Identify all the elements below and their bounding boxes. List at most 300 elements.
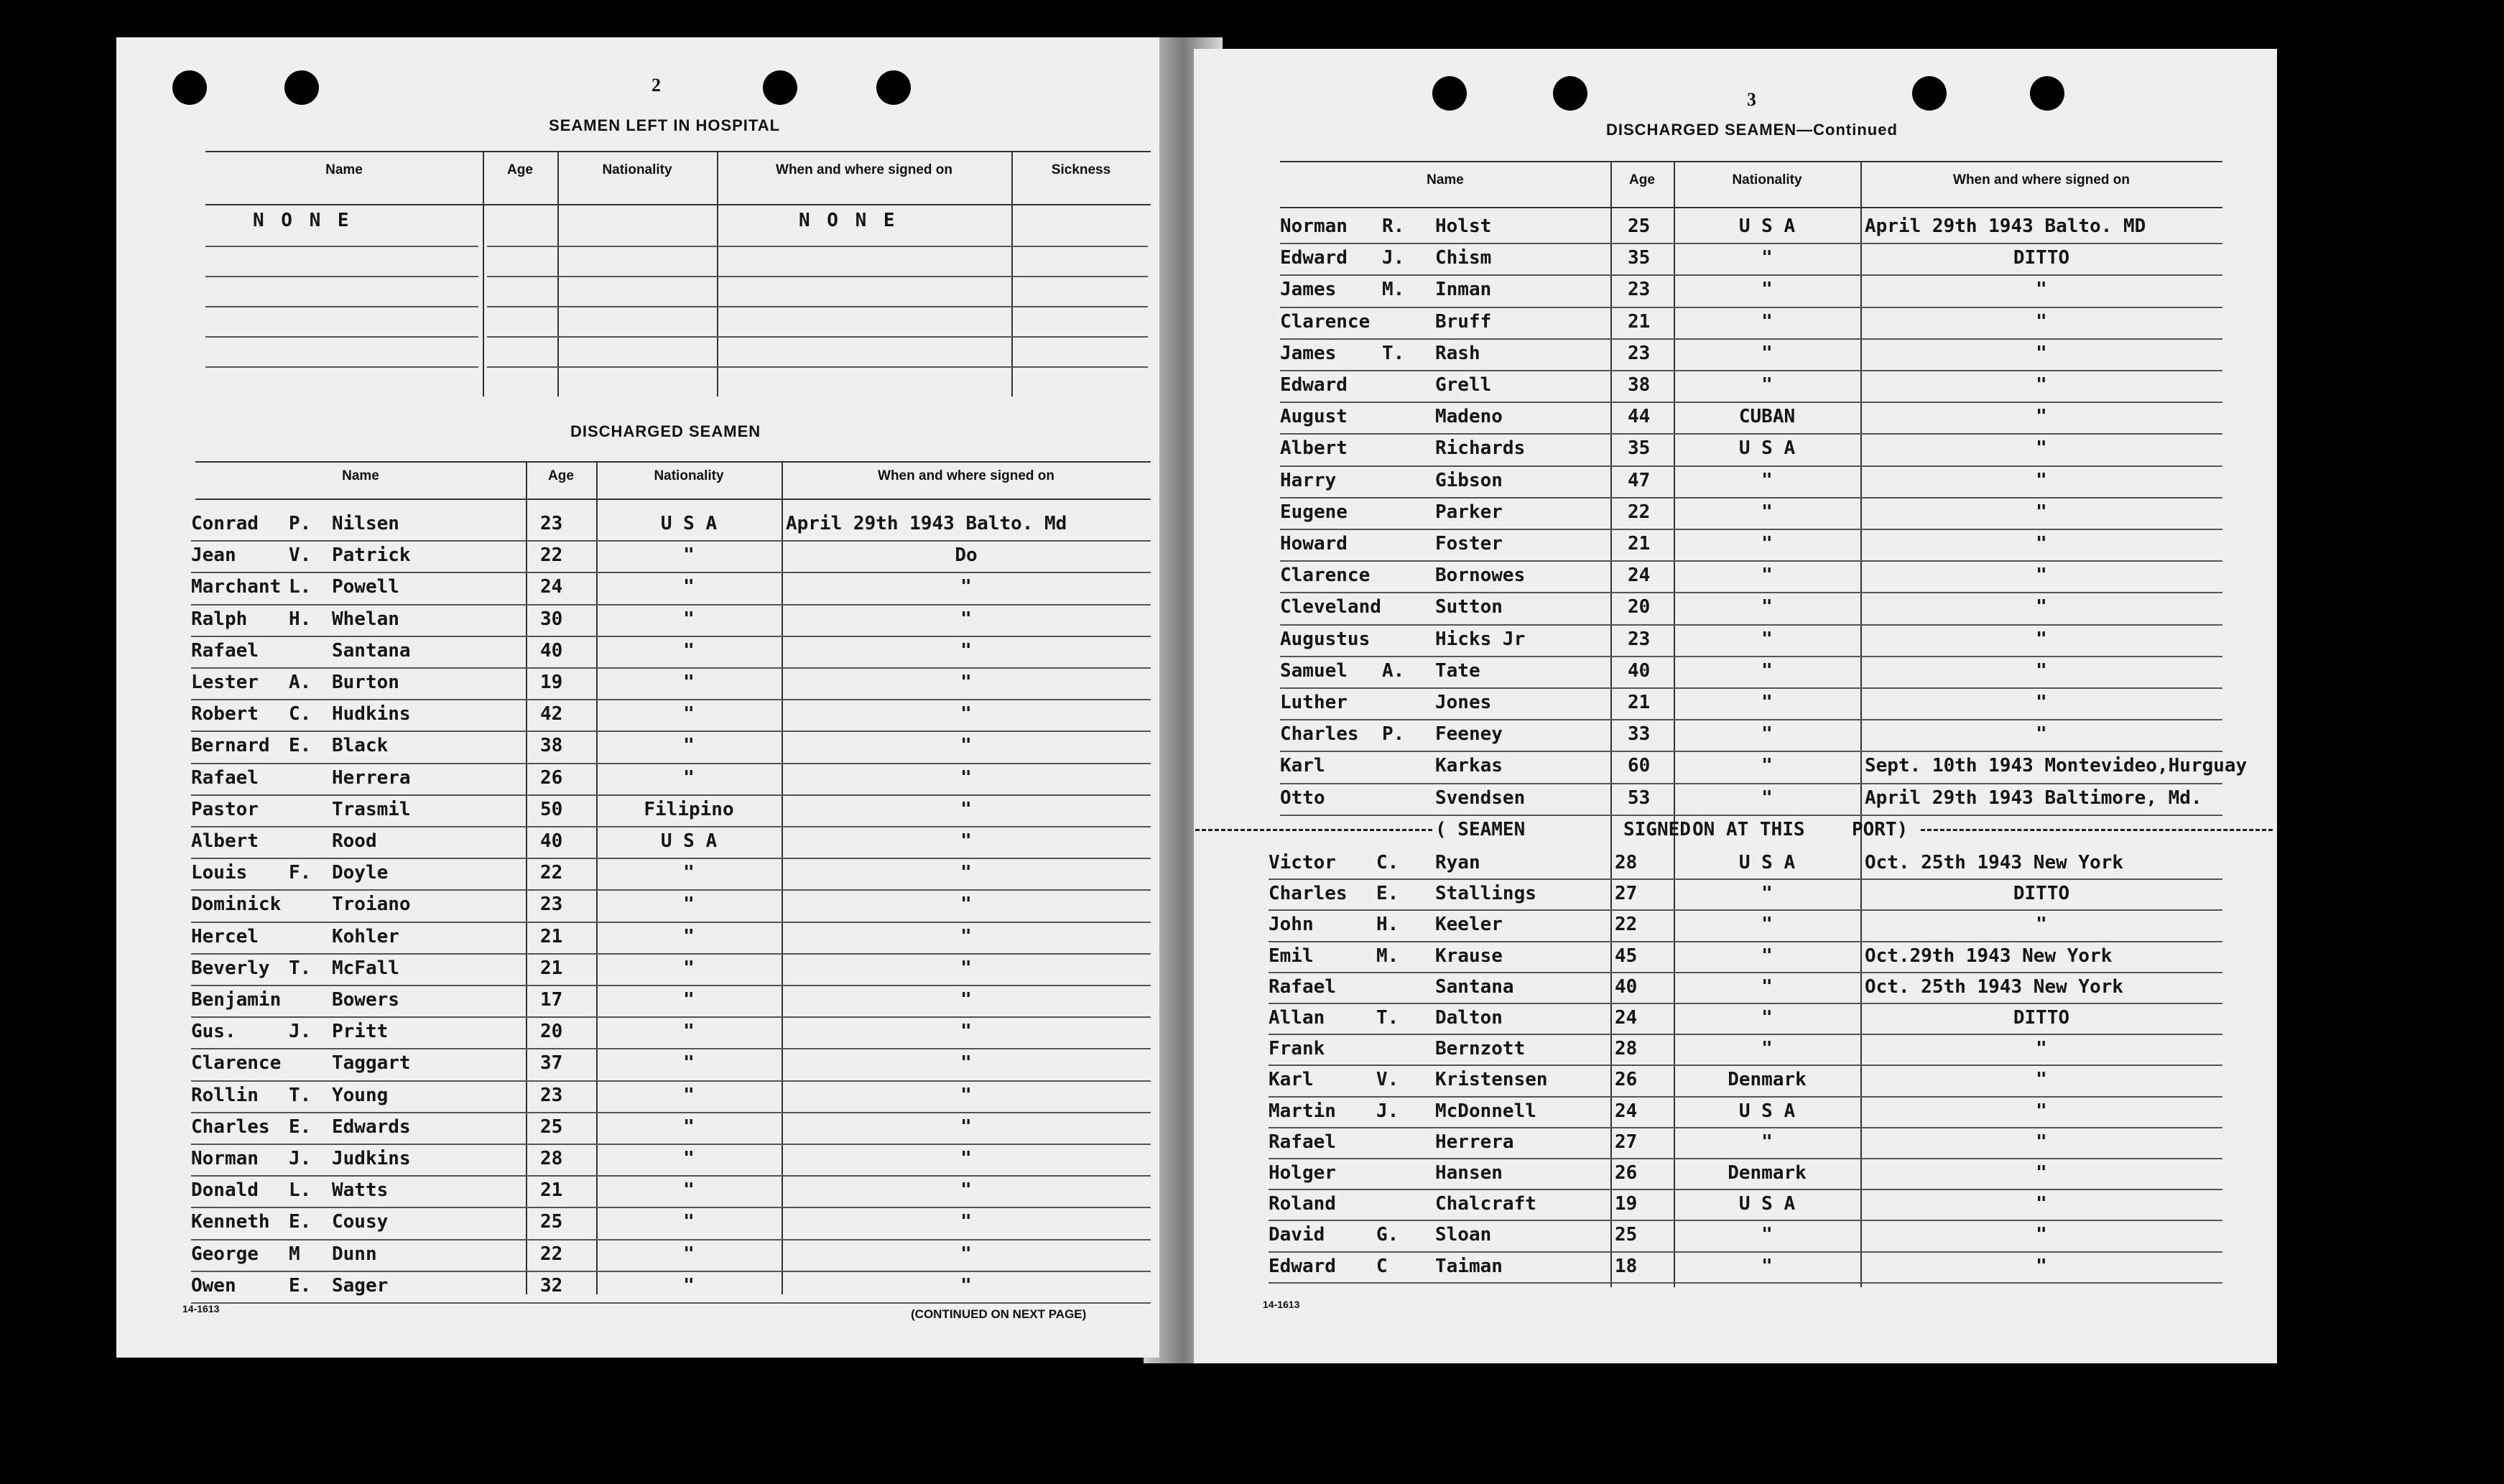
- seaman-name-last: Kristensen: [1435, 1069, 1548, 1091]
- seaman-signed-on: ": [960, 1116, 972, 1138]
- row-rule: [1280, 719, 2222, 720]
- row-rule: [1280, 529, 2222, 530]
- seaman-name-first: Holger: [1269, 1162, 1336, 1184]
- row-rule: [191, 699, 1151, 700]
- row-rule: [487, 246, 1148, 247]
- seaman-age: 38: [1628, 374, 1651, 396]
- seaman-name-first: Cleveland: [1280, 596, 1381, 618]
- seaman-nationality: ": [1761, 501, 1773, 523]
- punch-hole: [1553, 76, 1587, 111]
- seaman-age: 40: [540, 830, 563, 852]
- row-rule: [1269, 1003, 2222, 1004]
- seaman-signed-on: ": [2036, 437, 2047, 460]
- seaman-age: 20: [540, 1021, 563, 1043]
- seaman-name-first: Howard: [1280, 533, 1348, 555]
- separator-text: PORT): [1852, 819, 1909, 840]
- seaman-age: 23: [540, 1084, 563, 1106]
- seaman-name-first: Edward: [1280, 374, 1348, 396]
- seaman-nationality: ": [683, 1052, 695, 1075]
- seaman-age: 23: [1628, 628, 1651, 650]
- row-rule: [191, 1271, 1151, 1272]
- seaman-signed-on: ": [960, 1084, 972, 1106]
- seaman-name-middle: C: [1376, 1255, 1388, 1277]
- seaman-name-first: Donald: [191, 1179, 259, 1202]
- right-page: [1194, 49, 2277, 1363]
- seaman-name-first: Martin: [1269, 1100, 1336, 1122]
- seaman-signed-on: ": [2036, 723, 2047, 746]
- seaman-name-first: David: [1269, 1224, 1325, 1246]
- seaman-name-middle: J.: [289, 1148, 312, 1169]
- seaman-name-middle: F.: [289, 862, 312, 884]
- seaman-name-last: Herrera: [332, 766, 411, 789]
- seaman-name-middle: V.: [289, 544, 312, 567]
- hospital-signed-value: N O N E: [799, 210, 898, 231]
- row-rule: [1269, 1096, 2222, 1098]
- row-rule: [191, 731, 1151, 732]
- seaman-name-last: Stallings: [1435, 883, 1536, 905]
- row-rule: [1280, 656, 2222, 657]
- seaman-name-first: Kenneth: [191, 1211, 270, 1233]
- seaman-name-last: Krause: [1435, 945, 1503, 967]
- seaman-nationality: ": [683, 703, 695, 725]
- seaman-name-last: Patrick: [332, 544, 411, 567]
- seaman-nationality: ": [1761, 279, 1773, 301]
- row-rule: [1280, 465, 2222, 467]
- row-rule: [1269, 909, 2222, 911]
- seaman-name-last: Santana: [1435, 975, 1514, 998]
- seaman-signed-on: ": [960, 1274, 972, 1297]
- seaman-nationality: ": [1761, 1224, 1773, 1246]
- seaman-name-middle: T.: [1382, 342, 1405, 364]
- seaman-name-last: Kohler: [332, 925, 399, 947]
- row-rule: [191, 1239, 1151, 1240]
- seaman-name-middle: E.: [1376, 883, 1399, 905]
- row-rule: [191, 667, 1151, 669]
- seaman-name-last: Bruff: [1435, 310, 1492, 333]
- seaman-signed-on: ": [2036, 342, 2047, 364]
- seaman-signed-on: ": [2036, 1224, 2047, 1246]
- row-rule: [205, 276, 478, 277]
- seaman-name-first: Dominick: [191, 894, 282, 916]
- hospital-title: SEAMEN LEFT IN HOSPITAL: [549, 116, 781, 134]
- row-rule: [191, 826, 1151, 827]
- seaman-name-middle: P.: [1382, 723, 1405, 746]
- seaman-signed-on: ": [2036, 1069, 2047, 1091]
- seaman-age: 24: [1615, 1007, 1638, 1029]
- seaman-nationality: ": [1761, 565, 1773, 587]
- seaman-name-last: Watts: [332, 1179, 389, 1202]
- seaman-name-first: Roland: [1269, 1193, 1336, 1215]
- seaman-name-middle: P.: [289, 513, 312, 534]
- punch-hole: [876, 70, 911, 105]
- seaman-name-first: Albert: [1280, 437, 1348, 460]
- seaman-age: 23: [540, 513, 563, 534]
- seaman-signed-on: ": [960, 894, 972, 916]
- dashed-rule: [1195, 829, 1432, 831]
- seaman-name-middle: R.: [1382, 215, 1405, 237]
- row-rule: [1269, 1220, 2222, 1221]
- seaman-age: 38: [540, 735, 563, 757]
- seaman-nationality: ": [1761, 1255, 1773, 1277]
- row-rule: [1280, 497, 2222, 498]
- seaman-signed-on: ": [2036, 1162, 2047, 1184]
- seaman-signed-on: ": [960, 576, 972, 598]
- seaman-signed-on: ": [960, 639, 972, 662]
- row-rule: [487, 276, 1148, 277]
- seaman-name-first: Norman: [191, 1148, 259, 1169]
- row-rule: [191, 1144, 1151, 1145]
- row-rule: [1269, 941, 2222, 942]
- row-rule: [191, 1207, 1151, 1208]
- seaman-name-last: Hansen: [1435, 1162, 1503, 1184]
- seaman-name-last: Taiman: [1435, 1255, 1503, 1277]
- row-rule: [191, 1175, 1151, 1177]
- seaman-name-first: August: [1280, 406, 1348, 428]
- seaman-name-last: Parker: [1435, 501, 1503, 523]
- seaman-age: 45: [1615, 945, 1638, 967]
- seaman-name-first: Rollin: [191, 1084, 259, 1106]
- seaman-age: 24: [1628, 565, 1651, 587]
- seaman-name-first: Hercel: [191, 925, 259, 947]
- seaman-nationality: ": [683, 1179, 695, 1202]
- seaman-age: 23: [540, 894, 563, 916]
- row-rule: [1280, 338, 2222, 340]
- seaman-age: 25: [1615, 1224, 1638, 1246]
- seaman-name-last: Bowers: [332, 989, 399, 1011]
- seaman-age: 26: [540, 766, 563, 789]
- row-rule: [1280, 624, 2222, 626]
- separator-text: ( SEAMEN: [1435, 819, 1526, 840]
- seaman-name-first: Conrad: [191, 513, 259, 534]
- seaman-signed-on: ": [960, 957, 972, 979]
- seaman-name-last: McDonnell: [1435, 1100, 1536, 1122]
- seaman-name-middle: T.: [289, 1084, 312, 1106]
- seaman-name-middle: M: [289, 1243, 300, 1265]
- seaman-name-first: Bernard: [191, 735, 270, 757]
- seaman-age: 19: [540, 672, 563, 693]
- seaman-name-last: Hudkins: [332, 703, 411, 725]
- seaman-nationality: ": [683, 1148, 695, 1169]
- seaman-name-last: Feeney: [1435, 723, 1503, 746]
- column-header-nationality: Nationality: [654, 468, 724, 483]
- seaman-nationality: U S A: [1738, 437, 1796, 460]
- table-rule: [195, 461, 1151, 463]
- seaman-nationality: ": [1761, 975, 1773, 998]
- row-rule: [1280, 433, 2222, 435]
- column-header-when-and-where-signed-on: When and where signed on: [878, 468, 1054, 483]
- punch-hole: [2030, 76, 2064, 111]
- seaman-nationality: U S A: [1738, 1193, 1796, 1215]
- seaman-name-last: Ryan: [1435, 852, 1480, 873]
- seaman-name-first: Harry: [1280, 469, 1337, 491]
- seaman-signed-on: ": [960, 989, 972, 1011]
- seaman-name-middle: L.: [289, 1179, 312, 1202]
- seaman-name-first: Emil: [1269, 945, 1314, 967]
- column-header-age: Age: [507, 162, 533, 177]
- seaman-name-middle: C.: [1376, 852, 1399, 873]
- row-rule: [1280, 274, 2222, 276]
- seaman-name-middle: E.: [289, 1274, 312, 1297]
- seaman-age: 23: [1628, 279, 1651, 301]
- row-rule: [191, 922, 1151, 923]
- seaman-name-last: Inman: [1435, 279, 1492, 301]
- seaman-signed-on: ": [960, 1211, 972, 1233]
- seaman-name-last: Foster: [1435, 533, 1503, 555]
- seaman-name-last: Doyle: [332, 862, 389, 884]
- seaman-name-last: Herrera: [1435, 1131, 1514, 1153]
- seaman-name-last: Sloan: [1435, 1224, 1492, 1246]
- seaman-signed-on: Do: [955, 544, 978, 567]
- seaman-nationality: ": [683, 766, 695, 789]
- seaman-name-first: Beverly: [191, 957, 270, 979]
- seaman-name-middle: T.: [1376, 1007, 1399, 1029]
- seaman-nationality: ": [683, 735, 695, 757]
- row-rule: [191, 953, 1151, 955]
- seaman-signed-on: ": [960, 1021, 972, 1043]
- column-header-sickness: Sickness: [1051, 162, 1111, 177]
- seaman-name-middle: M.: [1376, 945, 1399, 967]
- seaman-name-first: Charles: [191, 1116, 270, 1138]
- seaman-signed-on: ": [960, 703, 972, 725]
- column-divider: [483, 151, 484, 396]
- seaman-age: 44: [1628, 406, 1651, 428]
- row-rule: [1280, 815, 2222, 816]
- seaman-age: 23: [1628, 342, 1651, 364]
- page-number: 2: [651, 75, 661, 96]
- seaman-name-middle: M.: [1382, 279, 1405, 301]
- seaman-signed-on: April 29th 1943 Balto. MD: [1865, 215, 2146, 237]
- row-rule: [191, 1016, 1151, 1018]
- seaman-name-middle: G.: [1376, 1224, 1399, 1246]
- seaman-nationality: Filipino: [644, 798, 734, 820]
- seaman-nationality: ": [683, 576, 695, 598]
- seaman-name-first: Rafael: [191, 639, 259, 662]
- seaman-nationality: ": [1761, 469, 1773, 491]
- seaman-signed-on: DITTO: [2013, 247, 2070, 269]
- seaman-name-last: Pritt: [332, 1021, 389, 1043]
- row-rule: [191, 1302, 1151, 1304]
- seaman-signed-on: ": [2036, 1131, 2047, 1153]
- seaman-nationality: Denmark: [1728, 1069, 1807, 1091]
- seaman-name-last: Taggart: [332, 1052, 411, 1075]
- seaman-signed-on: Sept. 10th 1943 Montevideo,Hurguay: [1865, 755, 2248, 777]
- seaman-name-first: Louis: [191, 862, 248, 884]
- seaman-signed-on: ": [2036, 596, 2047, 618]
- seaman-name-last: Chism: [1435, 247, 1492, 269]
- row-rule: [1280, 687, 2222, 689]
- seaman-name-first: Jean: [191, 544, 236, 567]
- seaman-name-middle: V.: [1376, 1069, 1399, 1091]
- seaman-nationality: ": [683, 862, 695, 884]
- row-rule: [191, 763, 1151, 764]
- seaman-name-middle: J.: [1382, 247, 1405, 269]
- seaman-age: 47: [1628, 469, 1651, 491]
- seaman-name-first: Charles: [1280, 723, 1359, 746]
- seaman-nationality: ": [1761, 596, 1773, 618]
- seaman-nationality: ": [683, 1243, 695, 1265]
- seaman-nationality: ": [683, 672, 695, 693]
- row-rule: [1269, 1158, 2222, 1159]
- seaman-nationality: ": [1761, 883, 1773, 905]
- seaman-name-last: Hicks Jr: [1435, 628, 1526, 650]
- seaman-name-first: Norman: [1280, 215, 1348, 237]
- seaman-name-first: Clarence: [1280, 565, 1371, 587]
- seaman-name-middle: A.: [289, 672, 312, 693]
- seaman-signed-on: ": [2036, 1193, 2047, 1215]
- column-header-name: Name: [325, 162, 363, 177]
- seaman-name-first: Augustus: [1280, 628, 1371, 650]
- seaman-nationality: ": [1761, 1131, 1773, 1153]
- seaman-name-first: Luther: [1280, 692, 1348, 713]
- discharged-title: DISCHARGED SEAMEN: [570, 422, 761, 440]
- seaman-age: 40: [1615, 975, 1638, 998]
- row-rule: [191, 1112, 1151, 1113]
- seaman-signed-on: ": [960, 766, 972, 789]
- seaman-nationality: U S A: [1738, 215, 1796, 237]
- seaman-signed-on: ": [960, 798, 972, 820]
- seaman-age: 42: [540, 703, 563, 725]
- seaman-name-first: Karl: [1280, 755, 1325, 777]
- seaman-name-first: Pastor: [191, 798, 259, 820]
- seaman-name-last: Black: [332, 735, 389, 757]
- row-rule: [1269, 1065, 2222, 1066]
- seaman-name-last: Jones: [1435, 692, 1492, 713]
- separator-text: ON AT THIS: [1692, 819, 1805, 840]
- seaman-name-last: Trasmil: [332, 798, 411, 820]
- seaman-name-first: Frank: [1269, 1038, 1325, 1060]
- row-rule: [1269, 878, 2222, 880]
- seaman-signed-on: ": [960, 830, 972, 852]
- table-rule: [195, 498, 1151, 500]
- seaman-nationality: ": [683, 925, 695, 947]
- seaman-signed-on: ": [960, 1243, 972, 1265]
- column-divider: [526, 461, 527, 1294]
- seaman-age: 21: [540, 1179, 563, 1202]
- seaman-name-last: Judkins: [332, 1148, 411, 1169]
- seaman-signed-on: ": [2036, 1038, 2047, 1060]
- seaman-name-last: Svendsen: [1435, 787, 1526, 809]
- seaman-age: 25: [540, 1116, 563, 1138]
- seaman-age: 22: [540, 544, 563, 567]
- seaman-nationality: ": [683, 1021, 695, 1043]
- seaman-name-last: Holst: [1435, 215, 1492, 237]
- row-rule: [1269, 1251, 2222, 1253]
- form-number: 14-1613: [1263, 1299, 1300, 1310]
- seaman-age: 22: [540, 862, 563, 884]
- column-divider: [1011, 151, 1013, 396]
- seaman-name-last: Whelan: [332, 608, 399, 630]
- seaman-signed-on: ": [2036, 310, 2047, 333]
- continued-note: (CONTINUED ON NEXT PAGE): [911, 1307, 1087, 1321]
- seaman-name-first: Samuel: [1280, 659, 1348, 682]
- seaman-nationality: U S A: [660, 513, 718, 534]
- seaman-signed-on: ": [2036, 565, 2047, 587]
- column-header-name: Name: [1427, 172, 1464, 187]
- seaman-name-middle: H.: [1376, 914, 1399, 936]
- seaman-age: 24: [1615, 1100, 1638, 1122]
- seaman-nationality: ": [1761, 945, 1773, 967]
- seaman-signed-on: ": [960, 1148, 972, 1169]
- seaman-nationality: ": [1761, 628, 1773, 650]
- seaman-nationality: U S A: [660, 830, 718, 852]
- row-rule: [1269, 972, 2222, 973]
- row-rule: [1280, 243, 2222, 244]
- seaman-age: 40: [1628, 659, 1651, 682]
- seaman-signed-on: Oct. 25th 1943 New York: [1865, 852, 2124, 873]
- seaman-nationality: Denmark: [1728, 1162, 1807, 1184]
- seaman-name-last: Chalcraft: [1435, 1193, 1536, 1215]
- seaman-name-first: Lester: [191, 672, 259, 693]
- seaman-age: 28: [540, 1148, 563, 1169]
- row-rule: [205, 246, 478, 247]
- seaman-name-first: Albert: [191, 830, 259, 852]
- seaman-age: 22: [1628, 501, 1651, 523]
- seaman-age: 21: [540, 957, 563, 979]
- hospital-name-value: N O N E: [253, 210, 352, 231]
- punch-hole: [1432, 76, 1467, 111]
- seaman-age: 40: [540, 639, 563, 662]
- seaman-nationality: ": [1761, 342, 1773, 364]
- seaman-age: 28: [1615, 852, 1638, 873]
- seaman-nationality: ": [683, 1084, 695, 1106]
- seaman-name-first: Ralph: [191, 608, 248, 630]
- seaman-age: 37: [540, 1052, 563, 1075]
- punch-hole: [1912, 76, 1947, 111]
- seaman-age: 28: [1615, 1038, 1638, 1060]
- seaman-age: 27: [1615, 883, 1638, 905]
- seaman-age: 25: [540, 1211, 563, 1233]
- separator-text: SIGNED: [1623, 819, 1691, 840]
- seaman-age: 60: [1628, 755, 1651, 777]
- seaman-name-first: Eugene: [1280, 501, 1348, 523]
- seaman-signed-on: ": [2036, 533, 2047, 555]
- seaman-name-last: Sager: [332, 1274, 389, 1297]
- left-page: [116, 37, 1159, 1358]
- seaman-name-last: Burton: [332, 672, 399, 693]
- seaman-signed-on: ": [2036, 692, 2047, 713]
- seaman-name-first: Karl: [1269, 1069, 1314, 1091]
- table-rule: [205, 204, 1151, 205]
- seaman-nationality: ": [1761, 247, 1773, 269]
- seaman-age: 35: [1628, 437, 1651, 460]
- seaman-name-last: Edwards: [332, 1116, 411, 1138]
- seaman-signed-on: ": [960, 608, 972, 630]
- seaman-signed-on: ": [960, 925, 972, 947]
- seaman-name-last: Dunn: [332, 1243, 377, 1265]
- seaman-name-first: Owen: [191, 1274, 236, 1297]
- seaman-name-last: Sutton: [1435, 596, 1503, 618]
- seaman-name-first: Edward: [1280, 247, 1348, 269]
- seaman-name-middle: H.: [289, 608, 312, 630]
- seaman-name-first: Clarence: [1280, 310, 1371, 333]
- row-rule: [1280, 783, 2222, 784]
- row-rule: [1269, 1282, 2222, 1284]
- row-rule: [1280, 751, 2222, 752]
- seaman-name-first: Victor: [1269, 852, 1336, 873]
- seaman-name-last: Rash: [1435, 342, 1480, 364]
- column-divider: [717, 151, 718, 396]
- row-rule: [1280, 307, 2222, 308]
- seaman-age: 25: [1628, 215, 1651, 237]
- seaman-name-last: Richards: [1435, 437, 1526, 460]
- row-rule: [191, 858, 1151, 859]
- seaman-name-first: Robert: [191, 703, 259, 725]
- seaman-name-first: Rafael: [1269, 975, 1336, 998]
- seaman-nationality: ": [1761, 1038, 1773, 1060]
- seaman-signed-on: ": [960, 862, 972, 884]
- seaman-signed-on: ": [2036, 501, 2047, 523]
- column-header-age: Age: [548, 468, 574, 483]
